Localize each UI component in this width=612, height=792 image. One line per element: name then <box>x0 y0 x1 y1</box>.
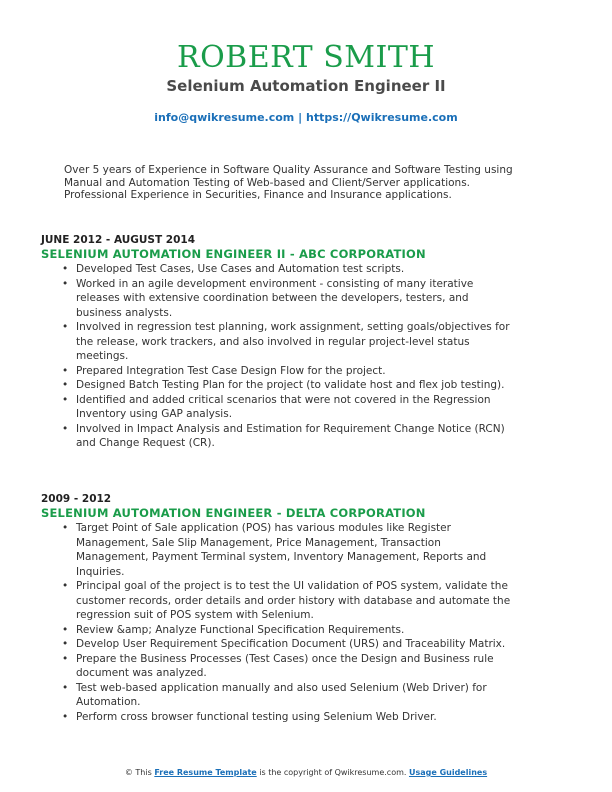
list-item: • Worked in an agile development environment - consisting of many iterative releases with extensive coordination between the developers, testers, and business analysts. <box>76 277 516 321</box>
list-item: • Perform cross browser functional testing using Selenium Web Driver. <box>76 710 516 725</box>
experience-entry-2 <box>41 493 541 724</box>
job-role: SELENIUM AUTOMATION ENGINEER - DELTA CORPORATION <box>41 506 426 520</box>
list-item: • Involved in Impact Analysis and Estimation for Requirement Change Notice (RCN) and Change Request (CR). <box>76 422 516 451</box>
contact-line <box>0 111 612 125</box>
usage-guidelines-link[interactable]: Usage Guidelines <box>408 768 488 777</box>
summary: Over 5 years of Experience in Software Quality Assurance and Software Testing using Manual and Automation Testing of Web-based and Client/Server applications. Professional Experience in Securities, Finance and Insurance applications. <box>64 164 513 201</box>
list-item: • Target Point of Sale application (POS) has various modules like Register Management, Sale Slip Management, Price Management, Transaction Management, Payment Terminal system, Inventory Management, Reports and Inquiries. <box>76 521 516 579</box>
footer-copyright-text: is the copyright of Qwikresume.com. <box>259 768 407 777</box>
candidate-name: ROBERT SMITH <box>176 40 436 75</box>
job-bullets <box>41 521 541 724</box>
contact-separator: | <box>298 111 303 124</box>
experience-entry-1 <box>41 234 541 451</box>
list-item: • Involved in regression test planning, work assignment, setting goals/objectives for the release, work trackers, and also involved in regular project-level status meetings. <box>76 320 516 364</box>
job-dates: 2009 - 2012 <box>41 493 112 505</box>
job-title: Selenium Automation Engineer II <box>166 77 446 95</box>
list-item: • Test web-based application manually and also used Selenium (Web Driver) for Automation. <box>76 681 516 710</box>
job-role: SELENIUM AUTOMATION ENGINEER II - ABC CORPORATION <box>41 247 426 261</box>
job-dates: JUNE 2012 - AUGUST 2014 <box>41 234 196 246</box>
footer <box>0 767 612 778</box>
list-item: • Identified and added critical scenarios that were not covered in the Regression Inventory using GAP analysis. <box>76 393 516 422</box>
list-item: • Designed Batch Testing Plan for the project (to validate host and flex job testing). <box>76 378 516 393</box>
job-bullets <box>41 262 541 451</box>
email-link[interactable]: info@qwikresume.com <box>154 111 295 124</box>
footer-prefix: © This <box>124 768 152 777</box>
free-resume-template-link[interactable]: Free Resume Template <box>154 768 257 777</box>
list-item: • Develop User Requirement Specification Document (URS) and Traceability Matrix. <box>76 637 516 652</box>
list-item: • Principal goal of the project is to test the UI validation of POS system, validate the customer records, order details and order history with database and automate the regression suit of POS system with Selenium. <box>76 579 516 623</box>
website-link[interactable]: https://Qwikresume.com <box>305 111 458 124</box>
list-item: • Review &amp; Analyze Functional Specification Requirements. <box>76 623 516 638</box>
list-item: • Developed Test Cases, Use Cases and Automation test scripts. <box>76 262 516 277</box>
list-item: • Prepared Integration Test Case Design Flow for the project. <box>76 364 516 379</box>
list-item: • Prepare the Business Processes (Test Cases) once the Design and Business rule document was analyzed. <box>76 652 516 681</box>
